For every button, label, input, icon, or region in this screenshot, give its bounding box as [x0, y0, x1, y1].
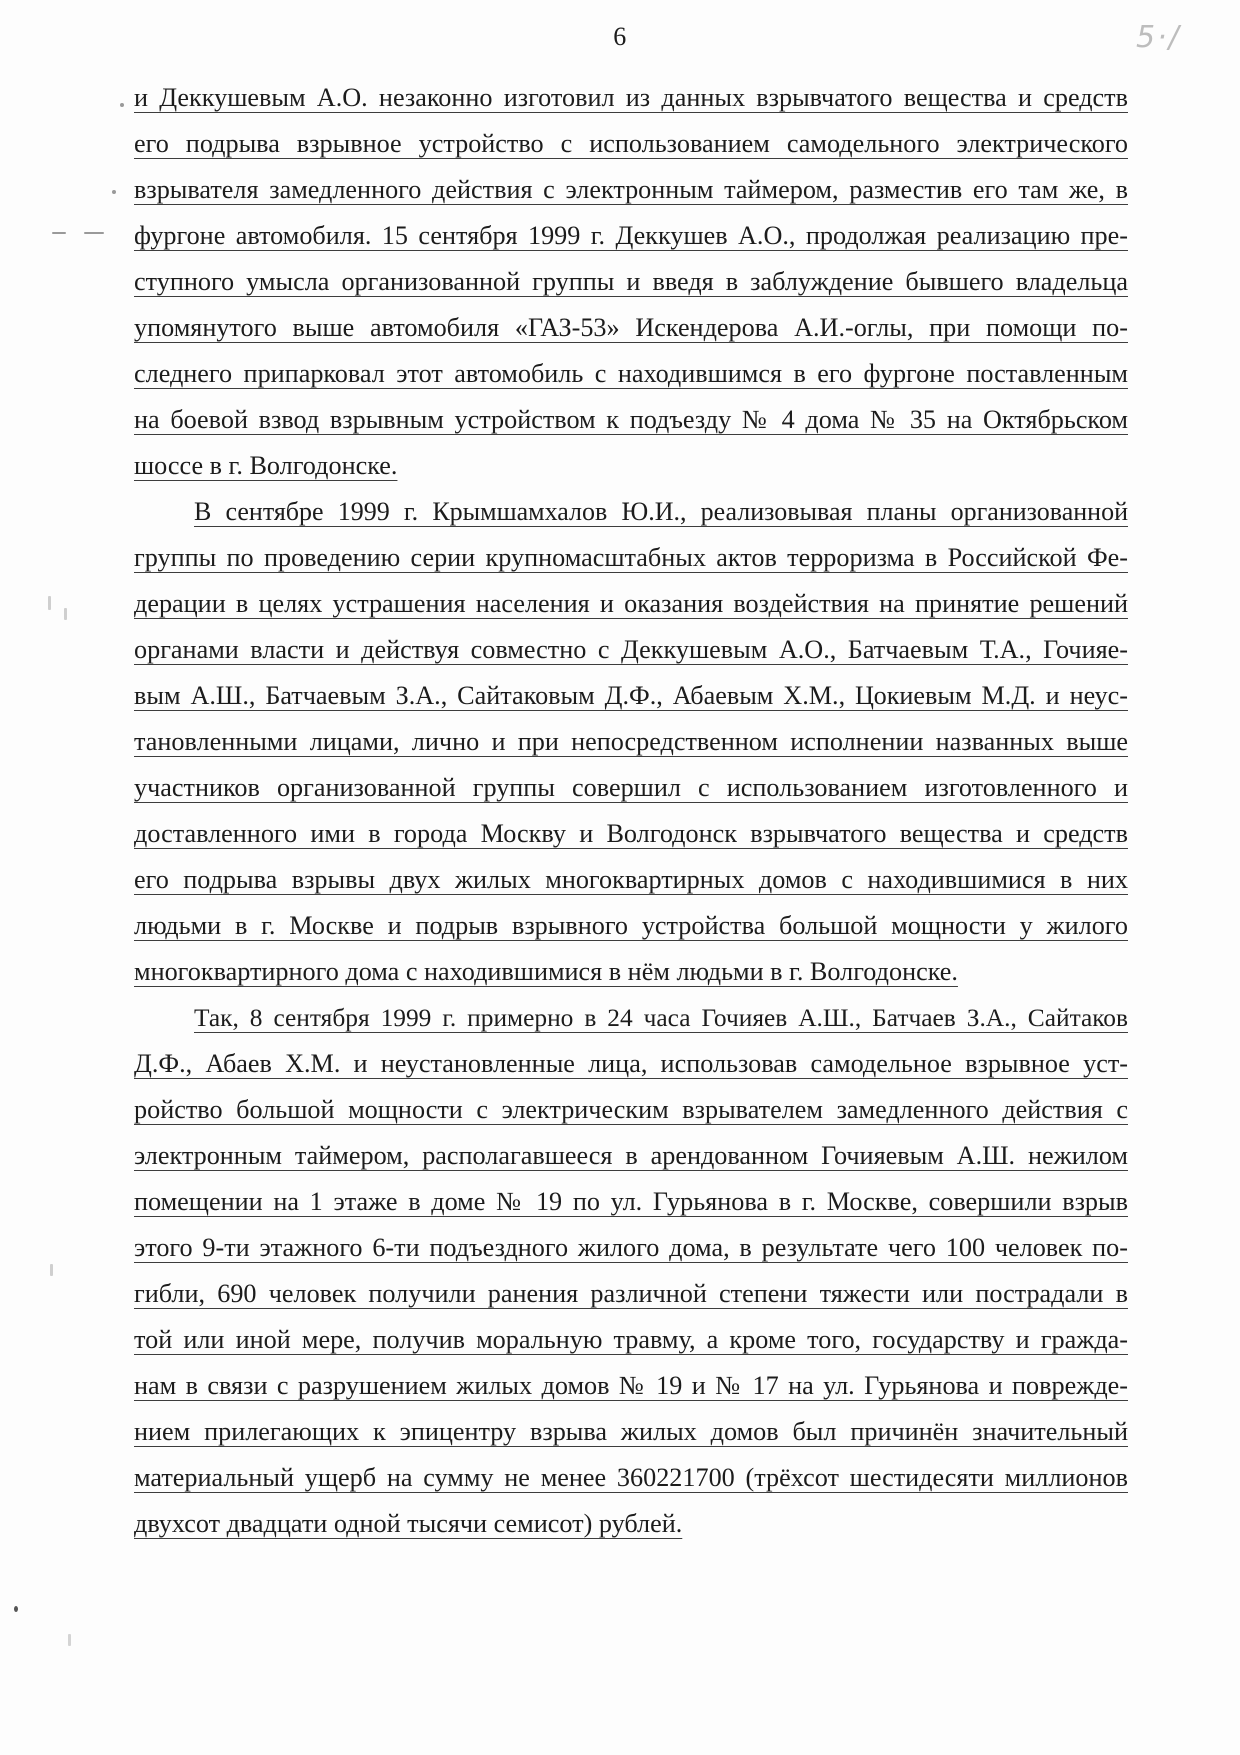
paragraph-3	[134, 995, 1128, 1547]
text-line: на боевой взвод взрывным устройством к подъезду № 4 дома № 35 на Октябрьском	[134, 405, 1128, 434]
text-line: дерации в целях устрашения населения и оказания воздействия на принятие решений	[134, 589, 1128, 618]
text-line: электронным таймером, располагавшееся в арендованном Гочияевым А.Ш. нежилом	[134, 1141, 1128, 1170]
scan-speck	[112, 190, 116, 194]
text-line: ступного умысла организованной группы и введя в заблуждение бывшего владельца	[134, 267, 1128, 296]
scan-speck	[50, 1264, 53, 1276]
text-line: Так, 8 сентября 1999 г. примерно в 24 часа Гочияев А.Ш., Батчаев З.А., Сайтаков	[194, 1004, 1128, 1032]
text-line: фургоне автомобиля. 15 сентября 1999 г. Деккушев А.О., продолжая реализацию пре-	[134, 221, 1128, 250]
text-line: материальный ущерб на сумму не менее 360221700 (трёхсот шестидесяти миллионов	[134, 1463, 1128, 1492]
paragraph-1	[134, 75, 1128, 489]
text-line: этого 9-ти этажного 6-ти подъездного жилого дома, в результате чего 100 человек по-	[134, 1233, 1128, 1262]
text-line: Д.Ф., Абаев Х.М. и неустановленные лица, использовав самодельное взрывное уст-	[134, 1049, 1128, 1078]
text-line: нам в связи с разрушением жилых домов № 19 и № 17 на ул. Гурьянова и поврежде-	[134, 1371, 1128, 1400]
document-body	[134, 75, 1128, 1547]
text-line: взрывателя замедленного действия с электронным таймером, разместив его там же, в	[134, 175, 1128, 204]
text-line: доставленного ими в города Москву и Волгодонск взрывчатого вещества и средств	[134, 819, 1128, 848]
text-line: следнего припарковал этот автомобиль с находившимся в его фургоне поставленным	[134, 359, 1128, 388]
text-line: его подрыва взрывное устройство с использованием самодельного электрического	[134, 129, 1128, 158]
text-line: людьми в г. Москве и подрыв взрывного устройства большой мощности у жилого	[134, 911, 1128, 940]
text-line: тановленными лицами, лично и при непосредственном исполнении названных выше	[134, 727, 1128, 756]
text-line: и Деккушевым А.О. незаконно изготовил из данных взрывчатого вещества и средств	[134, 83, 1128, 112]
text-line: двухсот двадцати одной тысячи семисот) рублей.	[134, 1509, 683, 1538]
text-line: помещении на 1 этаже в доме № 19 по ул. Гурьянова в г. Москве, совершили взрыв	[134, 1187, 1128, 1216]
text-line: шоссе в г. Волгодонске.	[134, 451, 398, 480]
handwritten-sheet-number: 5·/	[1136, 20, 1181, 55]
text-line: его подрыва взрывы двух жилых многоквартирных домов с находившимися в них	[134, 865, 1128, 894]
text-line: В сентябре 1999 г. Крымшамхалов Ю.И., реализовывая планы организованной	[194, 497, 1128, 526]
text-line: ройство большой мощности с электрическим взрывателем замедленного действия с	[134, 1095, 1128, 1124]
text-line: органами власти и действуя совместно с Деккушевым А.О., Батчаевым Т.А., Гочияе-	[134, 635, 1128, 664]
scan-speck	[120, 103, 124, 107]
text-line: участников организованной группы совершил с использованием изготовленного и	[134, 773, 1128, 802]
text-line: той или иной мере, получив моральную травму, а кроме того, государству и гражда-	[134, 1325, 1128, 1354]
scan-speck	[14, 1606, 18, 1612]
scan-speck	[52, 232, 66, 234]
text-line: гибли, 690 человек получили ранения различной степени тяжести или пострадали в	[134, 1279, 1128, 1308]
scan-speck	[84, 232, 104, 234]
text-line: группы по проведению серии крупномасштабных актов терроризма в Российской Фе-	[134, 543, 1128, 572]
paragraph-2	[134, 489, 1128, 995]
scan-speck	[64, 608, 67, 620]
scan-speck	[48, 596, 51, 610]
text-line: многоквартирного дома с находившимися в нём людьми в г. Волгодонске.	[134, 957, 958, 986]
scan-speck	[68, 1634, 71, 1646]
text-line: упомянутого выше автомобиля «ГАЗ-53» Искендерова А.И.-оглы, при помощи по-	[134, 313, 1128, 342]
text-line: нием прилегающих к эпицентру взрыва жилых домов был причинён значительный	[134, 1417, 1128, 1446]
text-line: вым А.Ш., Батчаевым З.А., Сайтаковым Д.Ф., Абаевым Х.М., Цокиевым М.Д. и неус-	[134, 681, 1128, 710]
page-number: 6	[613, 22, 627, 51]
